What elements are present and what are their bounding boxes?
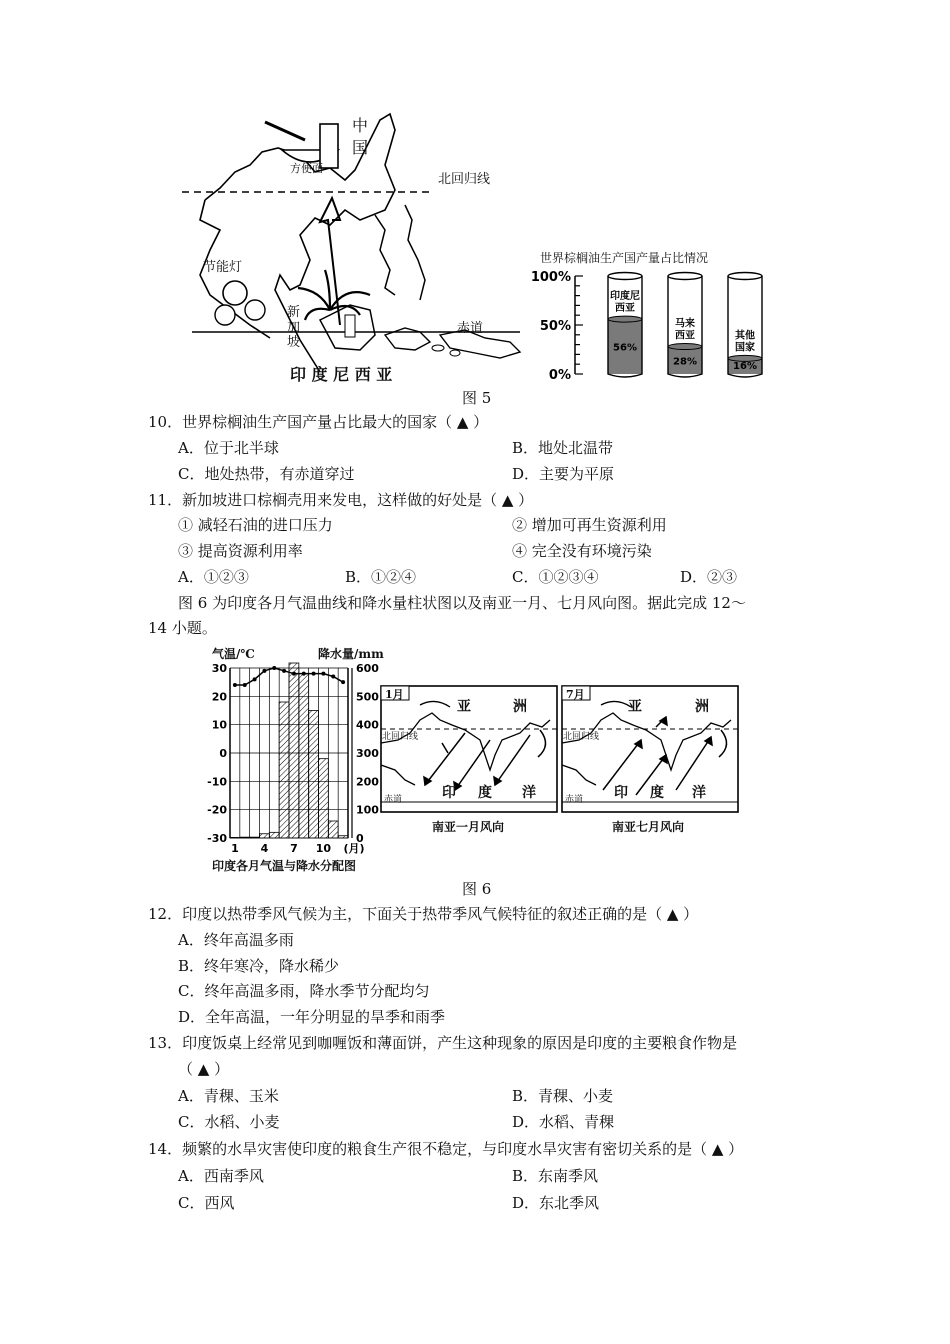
q14-option-c[interactable]: C．西风 [178,1194,235,1212]
palm-bar-top [608,316,642,322]
q12-stem: 12．印度以热带季风气候为主，下面关于热带季风气候特征的叙述正确的是（ ▲ ） [148,905,699,923]
palm-value-label: 16% [733,361,757,372]
q11-option-c[interactable]: C．①②③④ [512,568,599,586]
climate-chart-title: 印度各月气温与降水分配图 [212,859,357,873]
india-climate-chart [200,658,385,858]
map-label-equator: 赤道 [457,321,484,336]
climate-temp-point [243,683,247,687]
climate-temp-tick: -30 [207,832,227,845]
wind-jul-month: 7月 [566,688,585,701]
q13-stem: 13．印度饭桌上经常见到咖喱饭和薄面饼，产生这种现象的原因是印度的主要粮食作物是 [148,1034,738,1052]
palm-category-label: 其他 [735,330,755,342]
climate-precip-bar [269,832,279,838]
climate-precip-axis-label: 降水量/mm [318,647,384,661]
climate-temp-tick: -20 [207,803,227,817]
wind-jul-ocean-2: 度 [650,785,664,801]
climate-precip-tick: 0 [356,832,364,845]
climate-precip-bar [240,837,250,838]
climate-temp-point [341,680,345,684]
climate-precip-bar [250,837,260,838]
q10-option-b[interactable]: B．地处北温带 [512,439,614,457]
intro-line-2: 14 小题。 [148,619,217,637]
climate-temp-point [312,672,316,676]
map-label-instant-noodle: 方便面 [290,162,323,175]
q12-option-b[interactable]: B．终年寒冷，降水稀少 [178,957,340,975]
map-label-singapore: 新 加 坡 [287,305,301,350]
wind-jan-title: 南亚一月风向 [432,820,505,834]
wind-jul-asia2: 洲 [695,699,709,715]
map-label-energy-lamp: 节能灯 [203,260,243,275]
climate-temp-point [331,675,335,679]
climate-precip-bar [289,663,299,838]
q13-option-a[interactable]: A．青稞、玉米 [178,1087,279,1105]
palm-bar-top [668,344,702,350]
climate-precip-bar [299,674,309,838]
palm-chart-title: 世界棕榈油生产国产量占比情况 [540,251,709,265]
climate-precip-tick: 500 [356,690,379,704]
wind-jan-ocean-3: 洋 [522,785,536,801]
climate-precip-tick: 100 [356,803,379,817]
wind-jul-ocean-1: 印 [614,785,628,801]
climate-x-tick: 10 [315,842,332,855]
palm-category-label: 印度尼 [610,291,640,303]
palm-oil-chart [530,268,790,383]
palm-cylinder-top [728,273,762,280]
climate-precip-bar [328,821,338,838]
q14-option-a[interactable]: A．西南季风 [178,1167,264,1185]
wind-jan-ocean-2: 度 [478,785,492,801]
climate-precip-bar [319,759,329,838]
fig6-caption: 图 6 [462,880,492,898]
q12-option-d[interactable]: D．全年高温，一年分明显的旱季和雨季 [178,1008,446,1026]
wind-jul-ocean-3: 洋 [692,785,706,801]
wind-jan-month: 1月 [385,688,404,701]
wind-jan-ocean-1: 印 [442,785,456,801]
climate-precip-bar [230,837,240,838]
q12-option-a[interactable]: A．终年高温多雨 [178,931,294,949]
climate-temp-point [262,669,266,673]
climate-precip-tick: 200 [356,775,379,789]
q11-statement-1: ① 减轻石油的进口压力 [178,516,333,534]
q13-option-d[interactable]: D．水稻、青稞 [512,1113,615,1131]
climate-precip-bar [338,836,348,838]
climate-temp-point [292,672,296,676]
climate-temp-point [321,672,325,676]
palm-cylinder-top [668,273,702,280]
climate-temp-point [272,666,276,670]
wind-jan-equator: 赤道 [384,795,403,805]
wind-jan-asia2: 洲 [513,699,527,715]
q14-stem: 14．频繁的水旱灾害使印度的粮食生产很不稳定，与印度水旱灾害有密切关系的是（ ▲ ） [148,1140,744,1158]
climate-precip-tick: 300 [356,747,379,760]
wind-jul-tropic: 北回归线 [563,732,600,742]
q10-option-c[interactable]: C．地处热带，有赤道穿过 [178,465,355,483]
climate-temp-tick: -10 [207,775,227,789]
climate-temp-axis-label: 气温/℃ [212,647,255,661]
q11-option-a[interactable]: A．①②③ [178,568,249,586]
climate-x-tick: 1 [231,842,239,855]
climate-precip-bar [309,711,319,839]
q11-stem: 11．新加坡进口棕榈壳用来发电，这样做的好处是（ ▲ ） [148,491,534,509]
palm-y-tick-label: 0% [548,368,571,383]
climate-x-tick: 7 [290,842,298,855]
wind-jan-asia: 亚 [457,699,471,715]
climate-temp-tick: 10 [211,718,227,732]
climate-temp-point [233,683,237,687]
q11-option-d[interactable]: D．②③ [680,568,738,586]
palm-cylinder-top [608,273,642,280]
climate-temp-tick: 0 [219,747,227,760]
wind-jul-asia: 亚 [628,699,642,715]
palm-y-tick-label: 100% [530,270,571,285]
climate-x-tick: (月) [343,842,365,855]
palm-category-label: 马来 [675,318,695,330]
q11-statement-2: ② 增加可再生资源利用 [512,516,667,534]
climate-x-tick: 4 [260,842,269,855]
q13-stem-answer: （ ▲ ） [178,1060,230,1078]
palm-category-label: 国家 [735,342,755,354]
palm-y-tick-label: 50% [539,319,571,334]
q13-option-b[interactable]: B．青稞、小麦 [512,1087,614,1105]
palm-category-label: 西亚 [675,330,695,342]
q10-option-d[interactable]: D．主要为平原 [512,465,615,483]
climate-temp-point [302,672,306,676]
intro-line-1: 图 6 为印度各月气温曲线和降水量柱状图以及南亚一月、七月风向图。据此完成 12～ [178,594,746,612]
climate-temp-tick: 20 [211,690,227,704]
map-label-tropic: 北回归线 [438,172,491,187]
climate-temp-point [282,669,286,673]
q11-statement-3: ③ 提高资源利用率 [178,542,303,560]
q11-option-b[interactable]: B．①②④ [345,568,417,586]
climate-precip-tick: 600 [356,662,379,675]
fig5-caption: 图 5 [462,389,492,407]
q12-option-c[interactable]: C．终年高温多雨，降水季节分配均匀 [178,982,430,1000]
map-label-china: 中 国 [352,116,369,157]
map-label-indonesia: 印 度 尼 西 亚 [290,365,393,384]
climate-temp-tick: 30 [211,662,227,675]
q14-option-b[interactable]: B．东南季风 [512,1167,599,1185]
climate-precip-bar [260,834,270,838]
q10-stem: 10．世界棕榈油生产国产量占比最大的国家（ ▲ ） [148,413,489,431]
palm-value-label: 56% [613,342,637,354]
q11-statement-4: ④ 完全没有环境污染 [512,542,652,560]
palm-value-label: 28% [673,356,697,368]
climate-precip-tick: 400 [356,718,379,732]
q13-option-c[interactable]: C．水稻、小麦 [178,1113,280,1131]
wind-jul-equator: 赤道 [565,795,584,805]
climate-temp-point [253,677,257,681]
climate-precip-bar [279,702,289,838]
palm-category-label: 西亚 [615,303,635,315]
wind-jul-title: 南亚七月风向 [612,820,685,834]
wind-jan-tropic: 北回归线 [382,732,419,742]
q14-option-d[interactable]: D．东北季风 [512,1194,600,1212]
q10-option-a[interactable]: A．位于北半球 [178,439,279,457]
